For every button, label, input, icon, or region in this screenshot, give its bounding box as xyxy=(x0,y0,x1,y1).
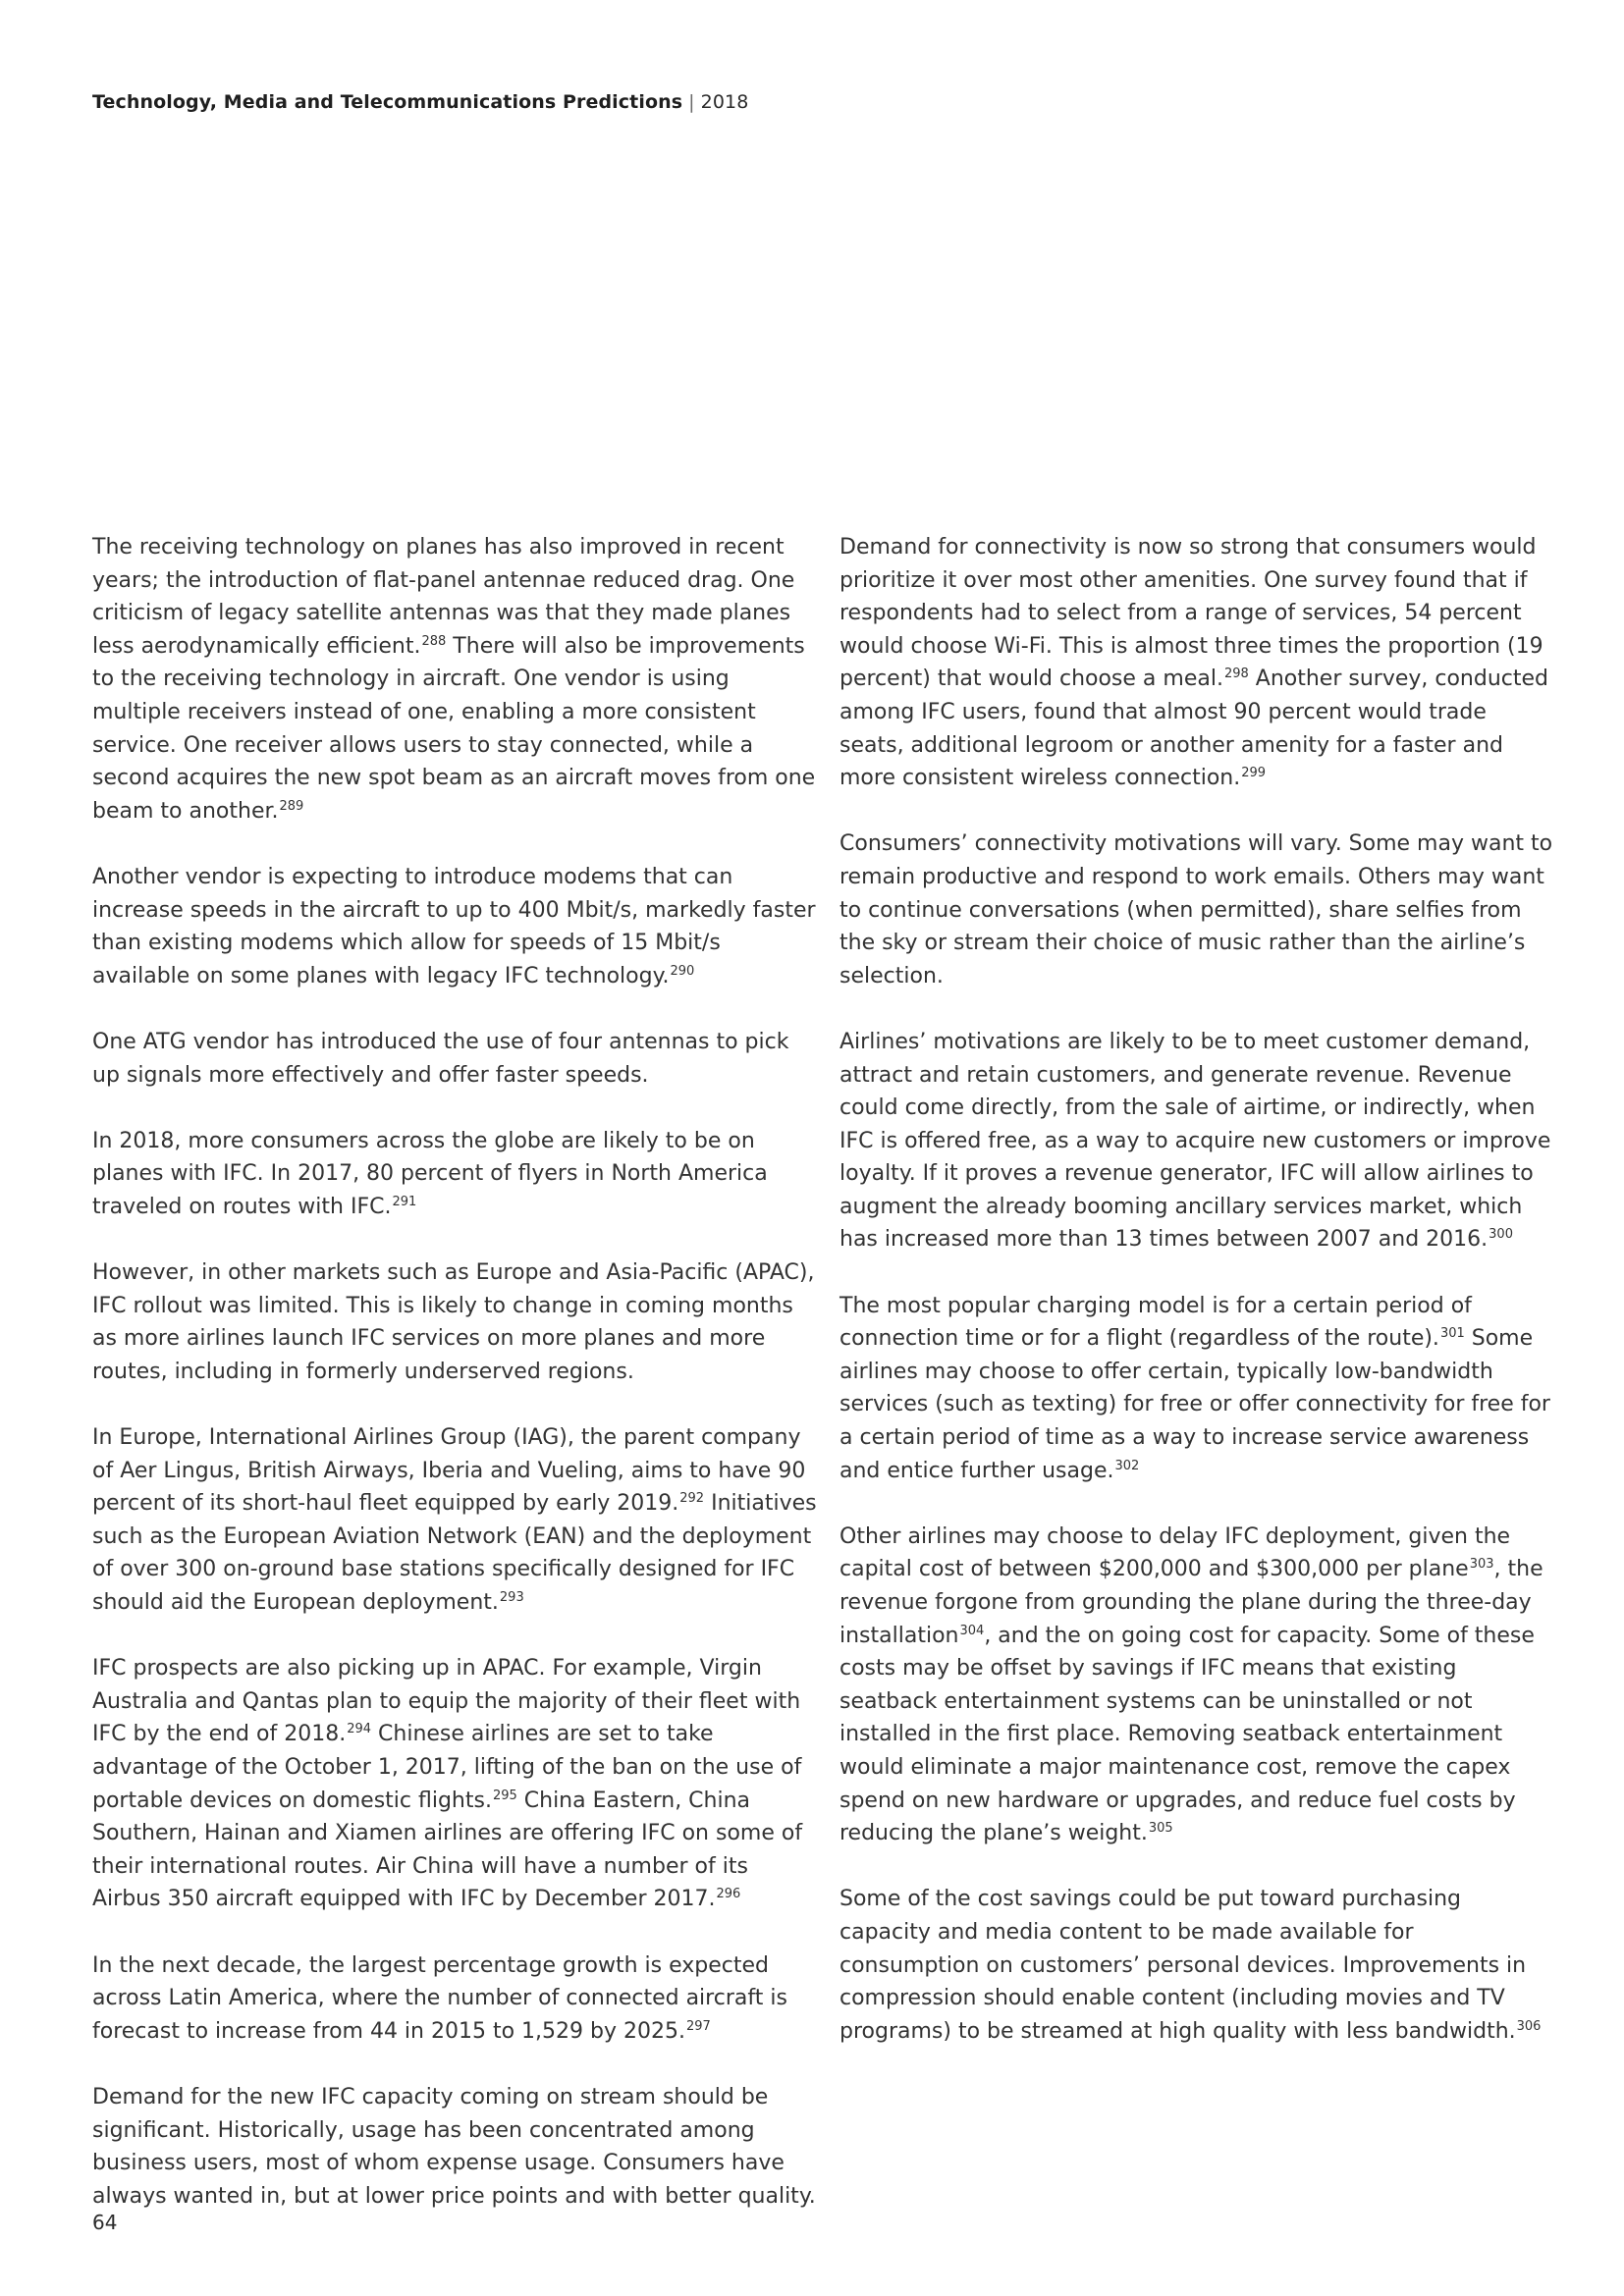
footnote-ref[interactable]: 291 xyxy=(392,1194,417,1209)
paragraph: Consumers’ connectivity motivations will vary. Some may want to remain productive and respond to work emails. Others may want to continue conversations (when permitted), share selfies from the sky or stream their choice of music rather than the airline’s selection. xyxy=(839,831,1553,988)
paragraph: Demand for connectivity is now so strong that consumers would prioritize it over most other amenities. One survey found that if respondents had to select from a range of services, 54 percent would choose Wi-Fi. This is almost three times the proportion (19 percent) that would choose a meal.$^{298}$ Another survey, conducted among IFC users, found that almost 90 percent would trade seats, additional legroom or another amenity for a faster and more consistent wireless connection.$^{299}$ xyxy=(839,535,1549,791)
paragraph: The most popular charging model is for a certain period of connection time or for a flight (regardless of the route).$^{301}$ Some airlines may choose to offer certain, typically low-bandwidth services (such as texting) for free or offer connectivity for free for a certain period of time as a way to increase service awareness and entice further usage.$^{302}$ xyxy=(839,1293,1550,1483)
footnote-ref[interactable]: 306 xyxy=(1516,2018,1542,2034)
header-separator: | xyxy=(688,91,695,113)
footnote-ref[interactable]: 302 xyxy=(1114,1458,1140,1473)
footnote-ref[interactable]: 300 xyxy=(1489,1227,1513,1243)
footnote-ref[interactable]: 296 xyxy=(716,1887,741,1902)
paragraph: In Europe, International Airlines Group (IAG), the parent company of Aer Lingus, British Airways, Iberia and Vueling, aims to have 90 percent of its short-haul fleet equipped by early 2019.$^{292}$ Initiatives such as the European Aviation Network (EAN) and the deployment of over 300 on-ground base stations specifically designed for IFC should aid the European deployment.$^{293}$ xyxy=(92,1425,817,1615)
paragraph: Demand for the new IFC capacity coming on stream should be significant. Historically, usage has been concentrated among business users, most of whom expense usage. Consumers have always wanted in, but at lower price points and with better quality. xyxy=(92,2084,816,2209)
right-column xyxy=(839,531,1554,2048)
footnote-ref[interactable]: 303 xyxy=(1469,1557,1494,1573)
footnote-ref[interactable]: 290 xyxy=(670,963,695,979)
footnote-ref[interactable]: 301 xyxy=(1439,1326,1465,1342)
footnote-ref[interactable]: 294 xyxy=(347,1722,372,1737)
paragraph: One ATG vendor has introduced the use of four antennas to pick up signals more effectively and offer faster speeds. xyxy=(92,1029,789,1088)
footnote-ref[interactable]: 295 xyxy=(492,1788,517,1803)
paragraph: IFC prospects are also picking up in APAC. For example, Virgin Australia and Qantas plan to equip the majority of their fleet with IFC by the end of 2018.$^{294}$ Chinese airlines are set to take advantage of the October 1, 2017, lifting of the ban on the use of portable devices on domestic flights.$^{295}$ China Eastern, China Southern, Hainan and Xiamen airlines are offering IFC on some of their international routes. Air China will have a number of its Airbus 350 aircraft equipped with IFC by December 2017.$^{296}$ xyxy=(92,1656,803,1912)
footnote-ref[interactable]: 288 xyxy=(421,633,447,649)
footnote-ref[interactable]: 293 xyxy=(499,1590,524,1605)
paragraph: Airlines’ motivations are likely to be to meet customer demand, attract and retain customers, and generate revenue. Revenue could come directly, from the sale of airtime, or indirectly, when IFC is offered free, as a way to acquire new customers or improve loyalty. If it proves a revenue generator, IFC will allow airlines to augment the already booming ancillary services market, which has increased more than 13 times between 2007 and 2016.$^{300}$ xyxy=(839,1029,1551,1253)
footnote-ref[interactable]: 289 xyxy=(279,798,304,814)
running-header xyxy=(92,90,748,114)
footnote-ref[interactable]: 292 xyxy=(679,1491,705,1507)
paragraph: In the next decade, the largest percentage growth is expected across Latin America, where the number of connected aircraft is forecast to increase from 44 in 2015 to 1,529 by 2025.$^{297}$ xyxy=(92,1952,787,2044)
paragraph: The receiving technology on planes has also improved in recent years; the introduction of flat-panel antennae reduced drag. One criticism of legacy satellite antennas was that they made planes less aerodynamically efficient.$^{288}$ There will also be improvements to the receiving technology in aircraft. One vendor is using multiple receivers instead of one, enabling a more consistent service. One receiver allows users to stay connected, while a second acquires the new spot beam as an aircraft moves from one beam to another.$^{289}$ xyxy=(92,535,816,824)
header-year: 2018 xyxy=(700,91,749,113)
footnote-ref[interactable]: 304 xyxy=(959,1623,985,1638)
page-number: 64 xyxy=(92,2211,118,2234)
paragraph: Another vendor is expecting to introduce modems that can increase speeds in the aircraft to up to 400 Mbit/s, markedly faster than existing modems which allow for speeds of 15 Mbit/s available on some planes with legacy IFC technology.$^{290}$ xyxy=(92,864,816,988)
footnote-ref[interactable]: 305 xyxy=(1148,1821,1173,1837)
paragraph: In 2018, more consumers across the globe are likely to be on planes with IFC. In 2017, 80 percent of flyers in North America traveled on routes with IFC.$^{291}$ xyxy=(92,1128,768,1219)
paragraph: However, in other markets such as Europe and Asia-Pacific (APAC), IFC rollout was limited. This is likely to change in coming months as more airlines launch IFC services on more planes and more routes, including in formerly underserved regions. xyxy=(92,1260,815,1384)
footnote-ref[interactable]: 297 xyxy=(685,2018,711,2034)
paragraph: Some of the cost savings could be put toward purchasing capacity and media content to be made available for consumption on customers’ personal devices. Improvements in compression should enable content (including movies and TV programs) to be streamed at high quality with less bandwidth.$^{306}$ xyxy=(839,1887,1542,2044)
paragraph: Other airlines may choose to delay IFC deployment, given the capital cost of between $200,000 and $300,000 per plane$^{303}$, the revenue forgone from grounding the plane during the three-day installation$^{304}$, and the on going cost for capacity. Some of these costs may be offset by savings if IFC means that existing seatback entertainment systems can be uninstalled or not installed in the first place. Removing seatback entertainment would eliminate a major maintenance cost, remove the capex spend on new hardware or upgrades, and reduce fuel costs by reducing the plane’s weight.$^{305}$ xyxy=(839,1523,1543,1846)
footnote-ref[interactable]: 299 xyxy=(1241,766,1267,781)
footnote-ref[interactable]: 298 xyxy=(1223,667,1249,682)
left-column xyxy=(92,531,819,2213)
header-title: Technology, Media and Telecommunications Predictions xyxy=(92,91,683,113)
